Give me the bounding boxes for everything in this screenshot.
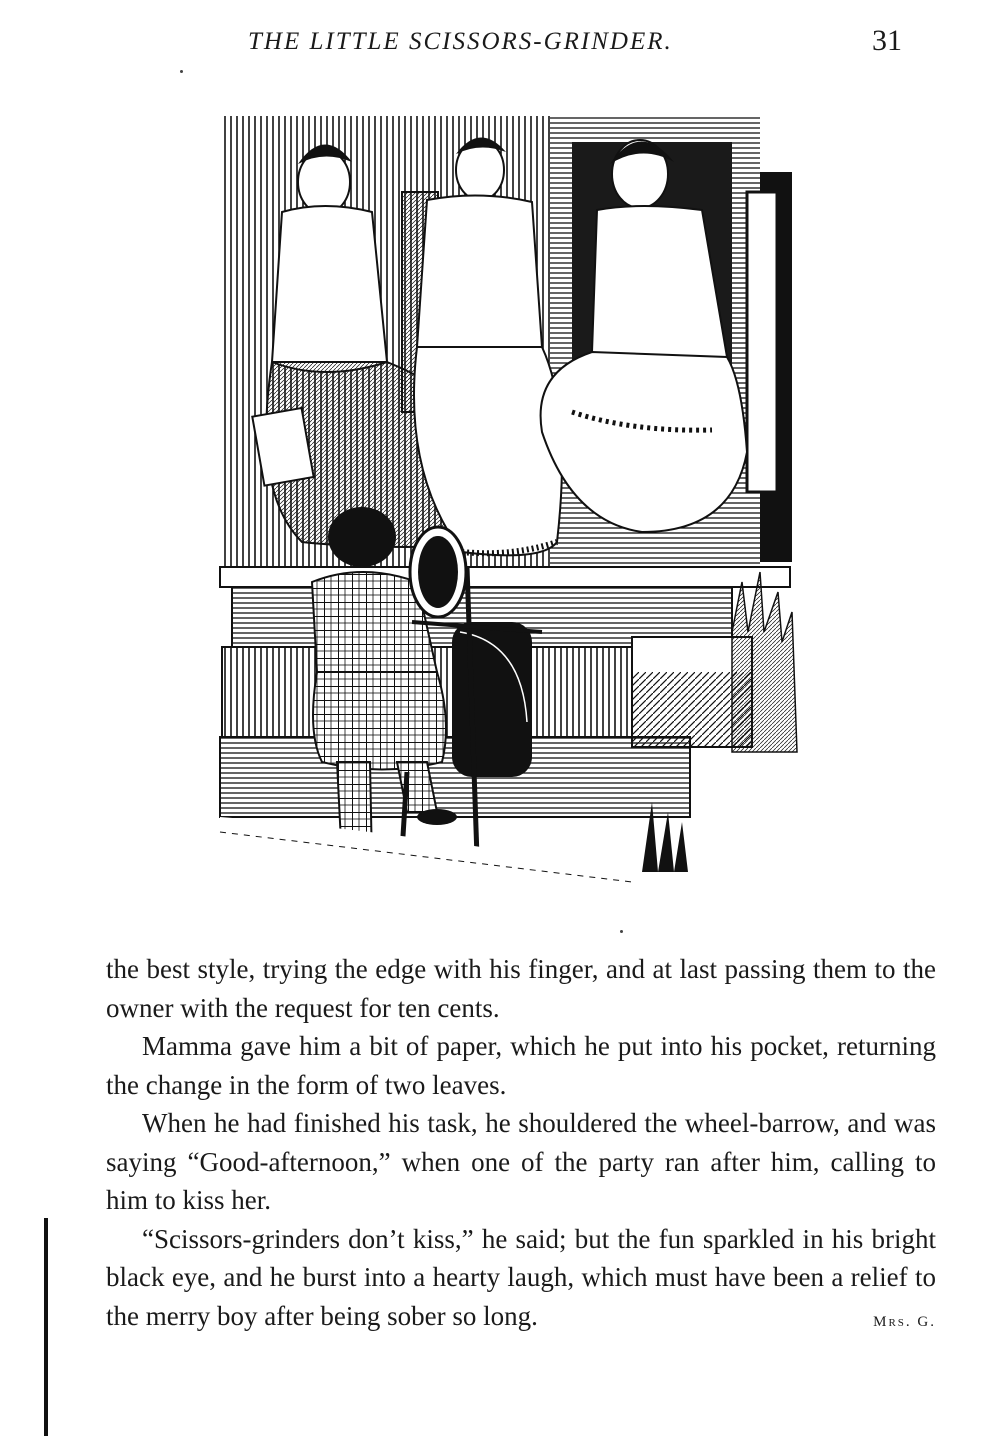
paragraph-scissors-grinders (106, 1220, 936, 1336)
running-head (0, 22, 1000, 62)
paper-speck (620, 930, 623, 933)
margin-rule (44, 1218, 48, 1436)
engraving-illustration (212, 112, 802, 897)
running-title: THE LITTLE SCISSORS-GRINDER. (248, 28, 673, 55)
paragraph-scissors-grinders-text: “Scissors-grinders don’t kiss,” he said; but the fun sparkled in his bright black eye, and he burst into a hearty laugh, which must have been a relief to the merry boy after being sober so long. (106, 1223, 936, 1331)
body-text (106, 950, 936, 1341)
engraving-drawing (212, 112, 802, 897)
paragraph-wheelbarrow: When he had finished his task, he shouldered the wheel-barrow, and was saying “Good-afternoon,” when one of the party ran after him, calling to him to kiss her. (106, 1108, 936, 1215)
page-number: 31 (872, 24, 902, 57)
paragraph-mamma: Mamma gave him a bit of paper, which he put into his pocket, returning the change in the form of two leaves. (106, 1031, 936, 1100)
paragraph-continued: the best style, trying the edge with his finger, and at last passing them to the owner with the request for ten cents. (106, 954, 936, 1023)
author-signature: Mrs. G. (873, 1313, 936, 1330)
paper-speck (180, 70, 183, 73)
